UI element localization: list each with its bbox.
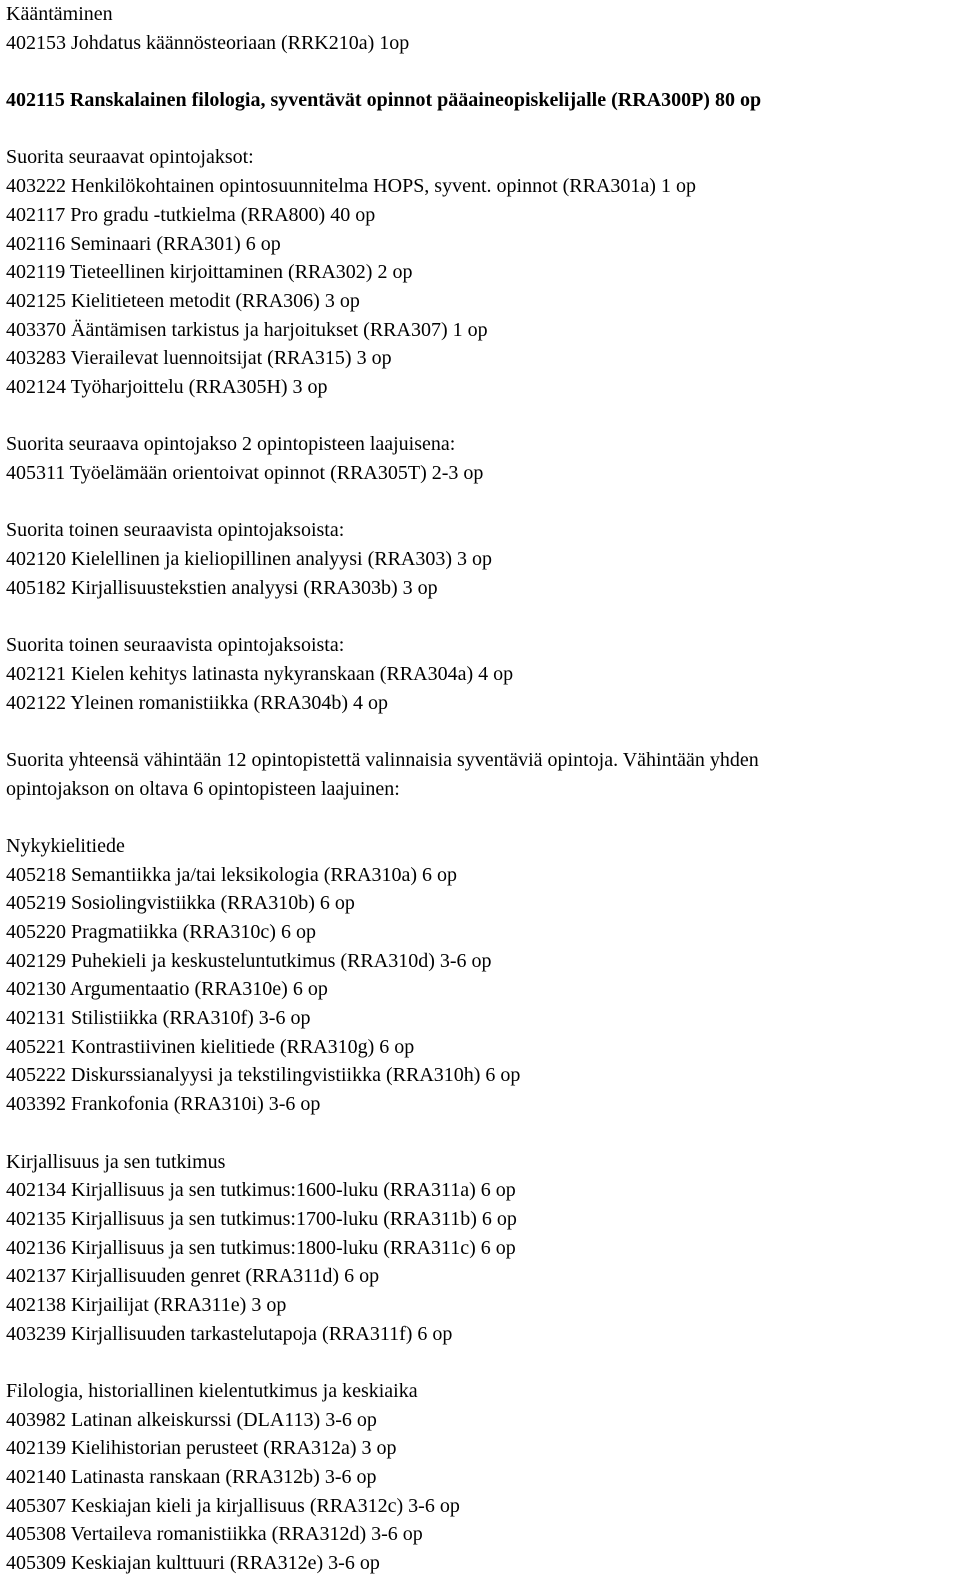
text-line: 402116 Seminaari (RRA301) 6 op [6,232,281,255]
text-line: 405309 Keskiajan kulttuuri (RRA312e) 3-6 op [6,1552,380,1575]
text-line: 402136 Kirjallisuus ja sen tutkimus:1800-luku (RRA311c) 6 op [6,1236,516,1259]
text-line: 405219 Sosiolingvistiikka (RRA310b) 6 op [6,892,355,915]
text-line: Suorita toinen seuraavista opintojaksoista: [6,519,345,542]
text-line: Kääntäminen [6,3,113,25]
text-line: 402131 Stilistiikka (RRA310f) 3-6 op [6,1007,311,1030]
blank-line [6,717,960,746]
text-line: Nykykielitiede [6,834,125,857]
text-line: 405222 Diskurssianalyysi ja tekstilingvistiikka (RRA310h) 6 op [6,1064,521,1087]
program-heading: 402115 Ranskalainen filologia, syventävät opinnot pääaineopiskelijalle (RRA300P) 80 op [6,89,762,112]
text-line: 403222 Henkilökohtainen opintosuunnitelma HOPS, syvent. opinnot (RRA301a) 1 op [6,175,696,198]
text-line: 405182 Kirjallisuustekstien analyysi (RRA303b) 3 op [6,576,438,599]
text-line: 402122 Yleinen romanistiikka (RRA304b) 4 op [6,691,388,714]
text-line: 402130 Argumentaatio (RRA310e) 6 op [6,978,328,1001]
text-line: 403982 Latinan alkeiskurssi (DLA113) 3-6 op [6,1408,377,1431]
blank-line [6,488,960,517]
text-line: Suorita seuraava opintojakso 2 opintopisteen laajuisena: [6,433,456,456]
text-line: 402117 Pro gradu -tutkielma (RRA800) 40 op [6,203,376,226]
blank-line [6,1348,960,1377]
text-line: Filologia, historiallinen kielentutkimus ja keskiaika [6,1380,418,1402]
text-line: Suorita seuraavat opintojaksot: [6,146,254,169]
blank-line [6,115,960,144]
text-line: opintojakson on oltava 6 opintopisteen laajuinen: [6,777,400,800]
text-line: Suorita toinen seuraavista opintojaksoista: [6,634,345,657]
text-line: Kirjallisuus ja sen tutkimus [6,1150,226,1173]
text-line: 403392 Frankofonia (RRA310i) 3-6 op [6,1093,321,1116]
text-line: 402138 Kirjailijat (RRA311e) 3 op [6,1293,287,1316]
text-line: 405311 Työelämään orientoivat opinnot (RRA305T) 2-3 op [6,462,484,484]
text-line: 403239 Kirjallisuuden tarkastelutapoja (RRA311f) 6 op [6,1322,453,1345]
text-line: 402120 Kielellinen ja kieliopillinen analyysi (RRA303) 3 op [6,548,493,571]
text-line: 405221 Kontrastiivinen kielitiede (RRA310g) 6 op [6,1035,415,1058]
text-line: 402119 Tieteellinen kirjoittaminen (RRA302) 2 op [6,261,413,284]
blank-line [6,57,960,86]
blank-line [6,803,960,832]
text-line: 402125 Kielitieteen metodit (RRA306) 3 op [6,289,360,312]
text-line: 405220 Pragmatiikka (RRA310c) 6 op [6,921,316,943]
text-line: 402124 Työharjoittelu (RRA305H) 3 op [6,375,328,398]
text-line: 402135 Kirjallisuus ja sen tutkimus:1700-luku (RRA311b) 6 op [6,1207,517,1230]
text-line: 403283 Vierailevat luennoitsijat (RRA315) 3 op [6,347,392,370]
text-line: 402134 Kirjallisuus ja sen tutkimus:1600-luku (RRA311a) 6 op [6,1179,516,1202]
blank-line [6,402,960,431]
text-line: 402137 Kirjallisuuden genret (RRA311d) 6 op [6,1265,380,1288]
text-line: 402139 Kielihistorian perusteet (RRA312a) 3 op [6,1437,397,1460]
blank-line [6,1119,960,1148]
text-line: 405307 Keskiajan kieli ja kirjallisuus (RRA312c) 3-6 op [6,1494,460,1517]
text-line: Suorita yhteensä vähintään 12 opintopistettä valinnaisia syventäviä opintoja. Vähintään yhden [6,748,759,771]
text-line: 402121 Kielen kehitys latinasta nykyranskaan (RRA304a) 4 op [6,662,514,685]
text-line: 405218 Semantiikka ja/tai leksikologia (RRA310a) 6 op [6,863,458,886]
blank-line [6,602,960,631]
text-line: 402153 Johdatus käännösteoriaan (RRK210a) 1op [6,31,410,54]
text-line: 402129 Puhekieli ja keskusteluntutkimus (RRA310d) 3-6 op [6,949,492,972]
text-line: 403370 Ääntämisen tarkistus ja harjoitukset (RRA307) 1 op [6,318,488,341]
text-line: 402140 Latinasta ranskaan (RRA312b) 3-6 op [6,1466,377,1489]
text-line: 405308 Vertaileva romanistiikka (RRA312d) 3-6 op [6,1523,423,1546]
